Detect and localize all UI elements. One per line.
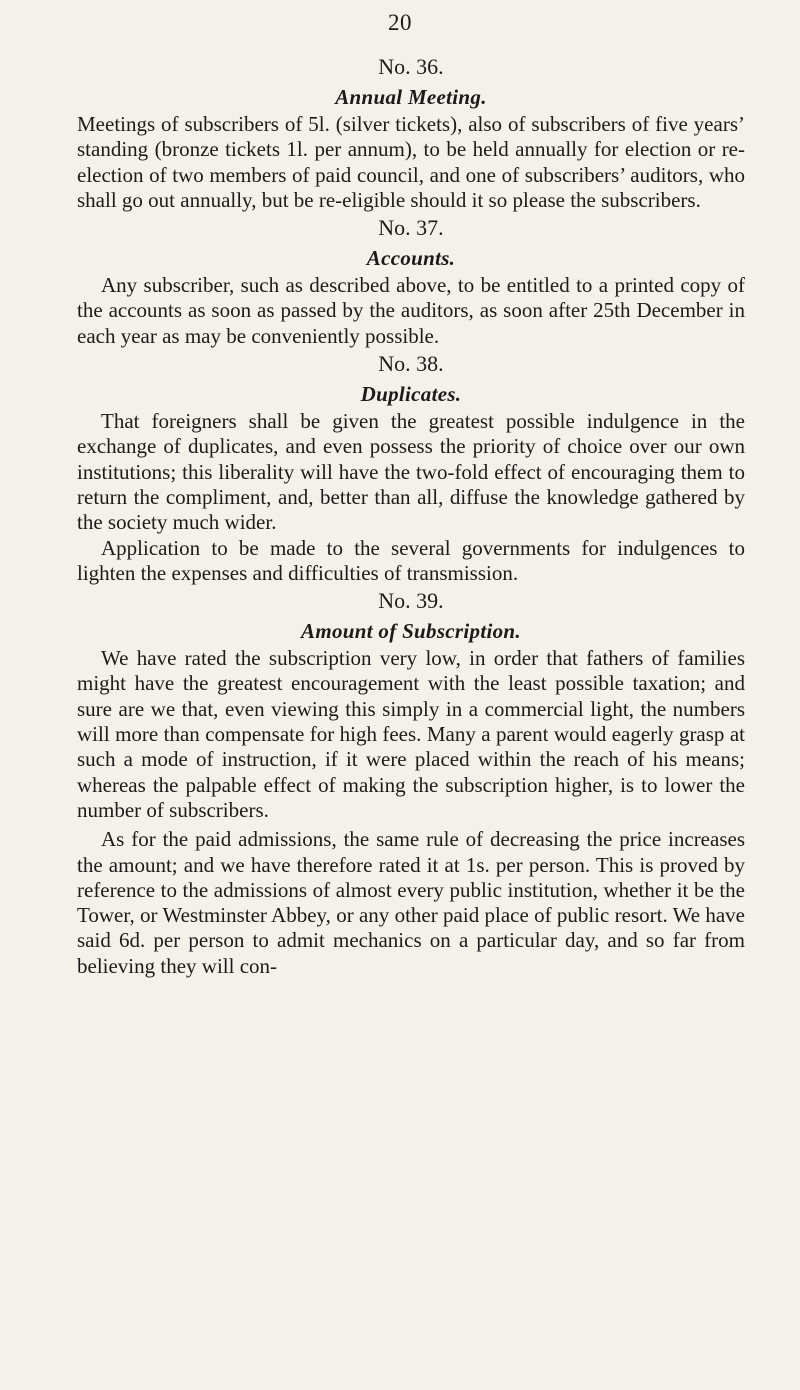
paragraph: Any subscriber, such as described above, to be entitled to a printed copy of the accounts as soon as passed by the auditors, as soon after 25th December in each year as may be conveniently possible.	[77, 273, 745, 348]
section-39	[77, 586, 745, 979]
section-36	[77, 52, 745, 213]
page-number: 20	[388, 10, 412, 35]
section-title: Duplicates.	[360, 382, 462, 407]
paragraph: Application to be made to the several governments for indulgences to lighten the expenses and difficulties of transmission.	[77, 535, 745, 585]
section-number: No. 36.	[378, 54, 444, 79]
section-number: No. 37.	[378, 215, 444, 241]
section-number: No. 38.	[378, 351, 444, 377]
section-title: Amount of Subscription.	[301, 619, 521, 644]
paragraph: We have rated the subscription very low, in order that fathers of families might have the greatest encouragement with the least possible taxation; and sure are we that, even viewing this simply in a commercial light, the numbers will more than compensate for high fees. Many a parent would eagerly grasp at such a mode of instruction, if it were placed within the reach of his means; whereas the palpable effect of making the subscription higher, is to lower the number of subscribers.	[77, 646, 745, 822]
section-number: No. 39.	[378, 588, 444, 614]
section-38	[77, 349, 745, 586]
section-title: Accounts.	[366, 246, 456, 271]
section-37	[77, 213, 745, 349]
section-title: Annual Meeting.	[335, 85, 487, 109]
paragraph: Meetings of subscribers of 5l. (silver tickets), also of subscribers of five years’ standing (bronze tickets 1l. per annum), to be held annually for election or re-election of two members of paid council, and one of subscribers’ auditors, who shall go out annually, but be re-eligible should it so please the subscribers.	[77, 112, 745, 212]
paragraph: That foreigners shall be given the greatest possible indulgence in the exchange of duplicates, and even possess the priority of choice over our own institutions; this liberality will have the two-fold effect of encouraging them to return the compliment, and, better than all, diffuse the knowledge gathered by the society much wider.	[77, 409, 745, 535]
paragraph: As for the paid admissions, the same rule of decreasing the price increases the amount; and we have therefore rated it at 1s. per person. This is proved by reference to the admissions of almost every public institution, whether it be the Tower, or Westminster Abbey, or any other paid place of public resort. We have said 6d. per person to admit mechanics on a particular day, and so far from believing they will con-	[77, 827, 745, 978]
page-body	[77, 52, 745, 979]
